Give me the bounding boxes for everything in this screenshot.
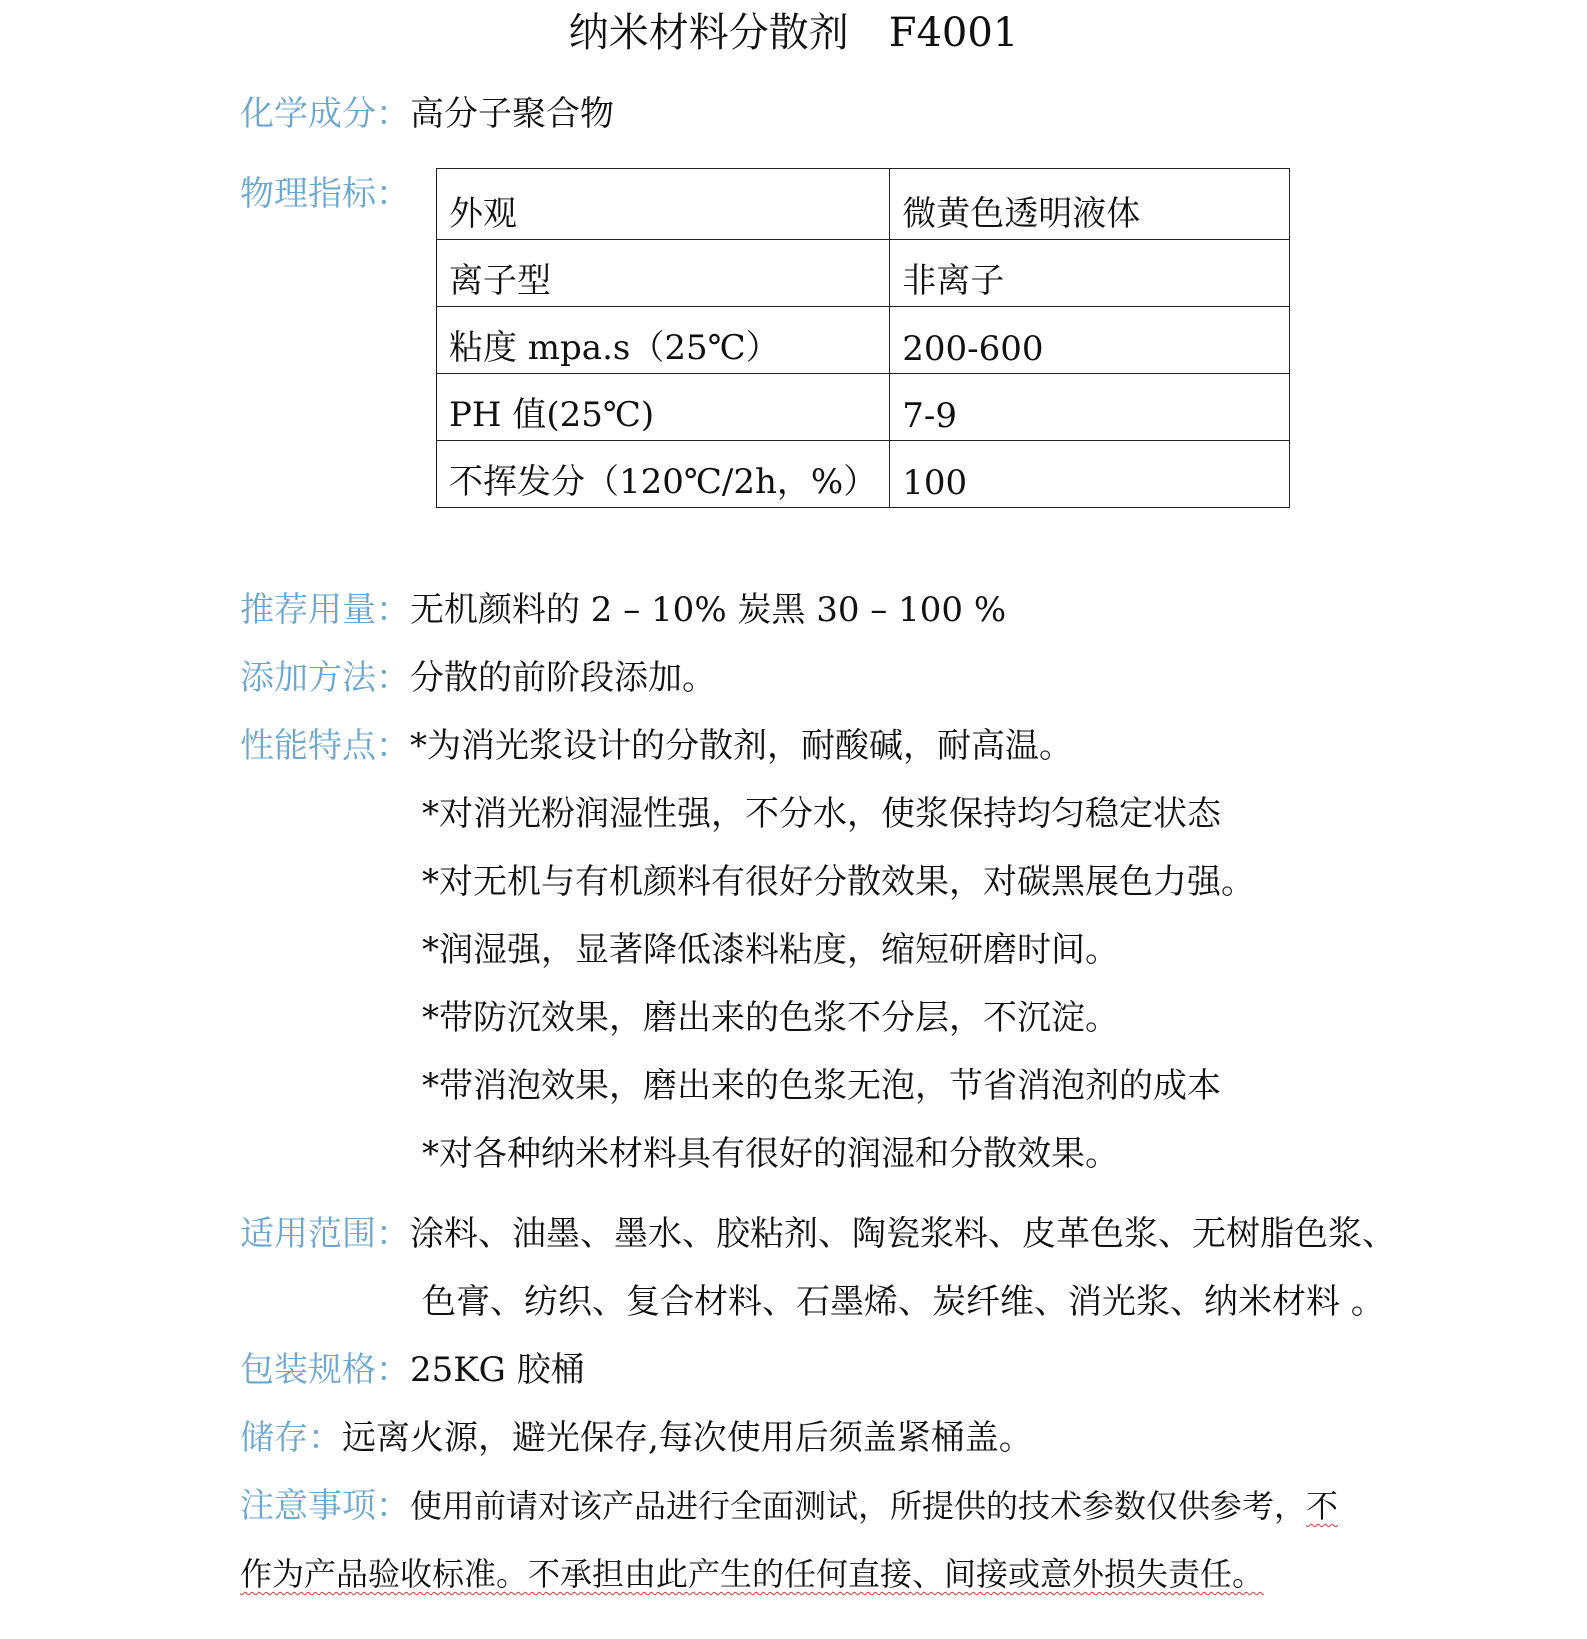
- composition-label: 化学成分：: [240, 94, 410, 134]
- feature-item: *润湿强，显著降低漆料粘度，缩短研磨时间。: [422, 930, 1119, 970]
- composition-row: [240, 92, 614, 136]
- notice-row: [240, 1484, 1338, 1528]
- spec-value: 非离子: [890, 240, 1290, 307]
- spec-value: 200-600: [890, 307, 1290, 374]
- product-name: 纳米材料分散剂: [568, 10, 849, 56]
- composition-value: 高分子聚合物: [410, 94, 614, 134]
- physical-label: 物理指标：: [240, 174, 410, 214]
- spec-key: 外观: [437, 169, 890, 240]
- method-value: 分散的前阶段添加。: [410, 658, 716, 698]
- notice-line-1-tail: 不: [1306, 1487, 1339, 1525]
- features-label: 性能特点：: [240, 726, 410, 766]
- storage-label: 储存：: [240, 1418, 342, 1458]
- storage-row: [240, 1416, 1033, 1460]
- physical-label-row: [240, 172, 410, 216]
- spec-key: 粘度 mpa.s（25℃）: [437, 307, 890, 374]
- dosage-row: [240, 588, 1006, 632]
- feature-item: *带防沉效果，磨出来的色浆不分层，不沉淀。: [422, 998, 1119, 1038]
- spec-value: 100: [890, 441, 1290, 508]
- feature-item: *带消泡效果，磨出来的色浆无泡，节省消泡剂的成本: [422, 1066, 1221, 1106]
- notice-label: 注意事项：: [240, 1486, 410, 1526]
- packing-row: [240, 1348, 585, 1392]
- spec-key: 离子型: [437, 240, 890, 307]
- notice-line-1: 使用前请对该产品进行全面测试，所提供的技术参数仅供参考，: [410, 1487, 1307, 1525]
- feature-item: *对消光粉润湿性强，不分水，使浆保持均匀稳定状态: [422, 794, 1221, 834]
- spec-table: [436, 168, 1290, 508]
- table-row: [437, 307, 1290, 374]
- feature-item: *对无机与有机颜料有很好分散效果，对碳黑展色力强。: [422, 862, 1255, 902]
- method-label: 添加方法：: [240, 658, 410, 698]
- spec-value: 微黄色透明液体: [890, 169, 1290, 240]
- spec-key: PH 值(25℃): [437, 374, 890, 441]
- scope-label: 适用范围：: [240, 1214, 410, 1254]
- table-row: [437, 441, 1290, 508]
- dosage-label: 推荐用量：: [240, 590, 410, 630]
- spec-value: 7-9: [890, 374, 1290, 441]
- scope-line-2: 色膏、纺织、复合材料、石墨烯、炭纤维、消光浆、纳米材料 。: [422, 1282, 1385, 1322]
- page-title: [0, 8, 1587, 58]
- scope-row: [240, 1212, 1396, 1256]
- feature-item: *为消光浆设计的分散剂，耐酸碱，耐高温。: [410, 726, 1073, 766]
- notice-line-2: 作为产品验收标准。不承担由此产生的任何直接、间接或意外损失责任。: [240, 1555, 1265, 1593]
- dosage-value: 无机颜料的 2 – 10% 炭黑 30 – 100 %: [410, 590, 1007, 630]
- method-row: [240, 656, 716, 700]
- feature-item: *对各种纳米材料具有很好的润湿和分散效果。: [422, 1134, 1119, 1174]
- table-row: [437, 240, 1290, 307]
- features-row: [240, 724, 1073, 768]
- storage-value: 远离火源，避光保存,每次使用后须盖紧桶盖。: [342, 1418, 1033, 1458]
- product-code: F4001: [888, 10, 1019, 56]
- table-row: [437, 374, 1290, 441]
- spec-key: 不挥发分（120℃/2h，%）: [437, 441, 890, 508]
- scope-line-1: 涂料、油墨、墨水、胶粘剂、陶瓷浆料、皮革色浆、无树脂色浆、: [410, 1214, 1396, 1254]
- packing-value: 25KG 胶桶: [410, 1350, 585, 1390]
- packing-label: 包装规格：: [240, 1350, 410, 1390]
- table-row: [437, 169, 1290, 240]
